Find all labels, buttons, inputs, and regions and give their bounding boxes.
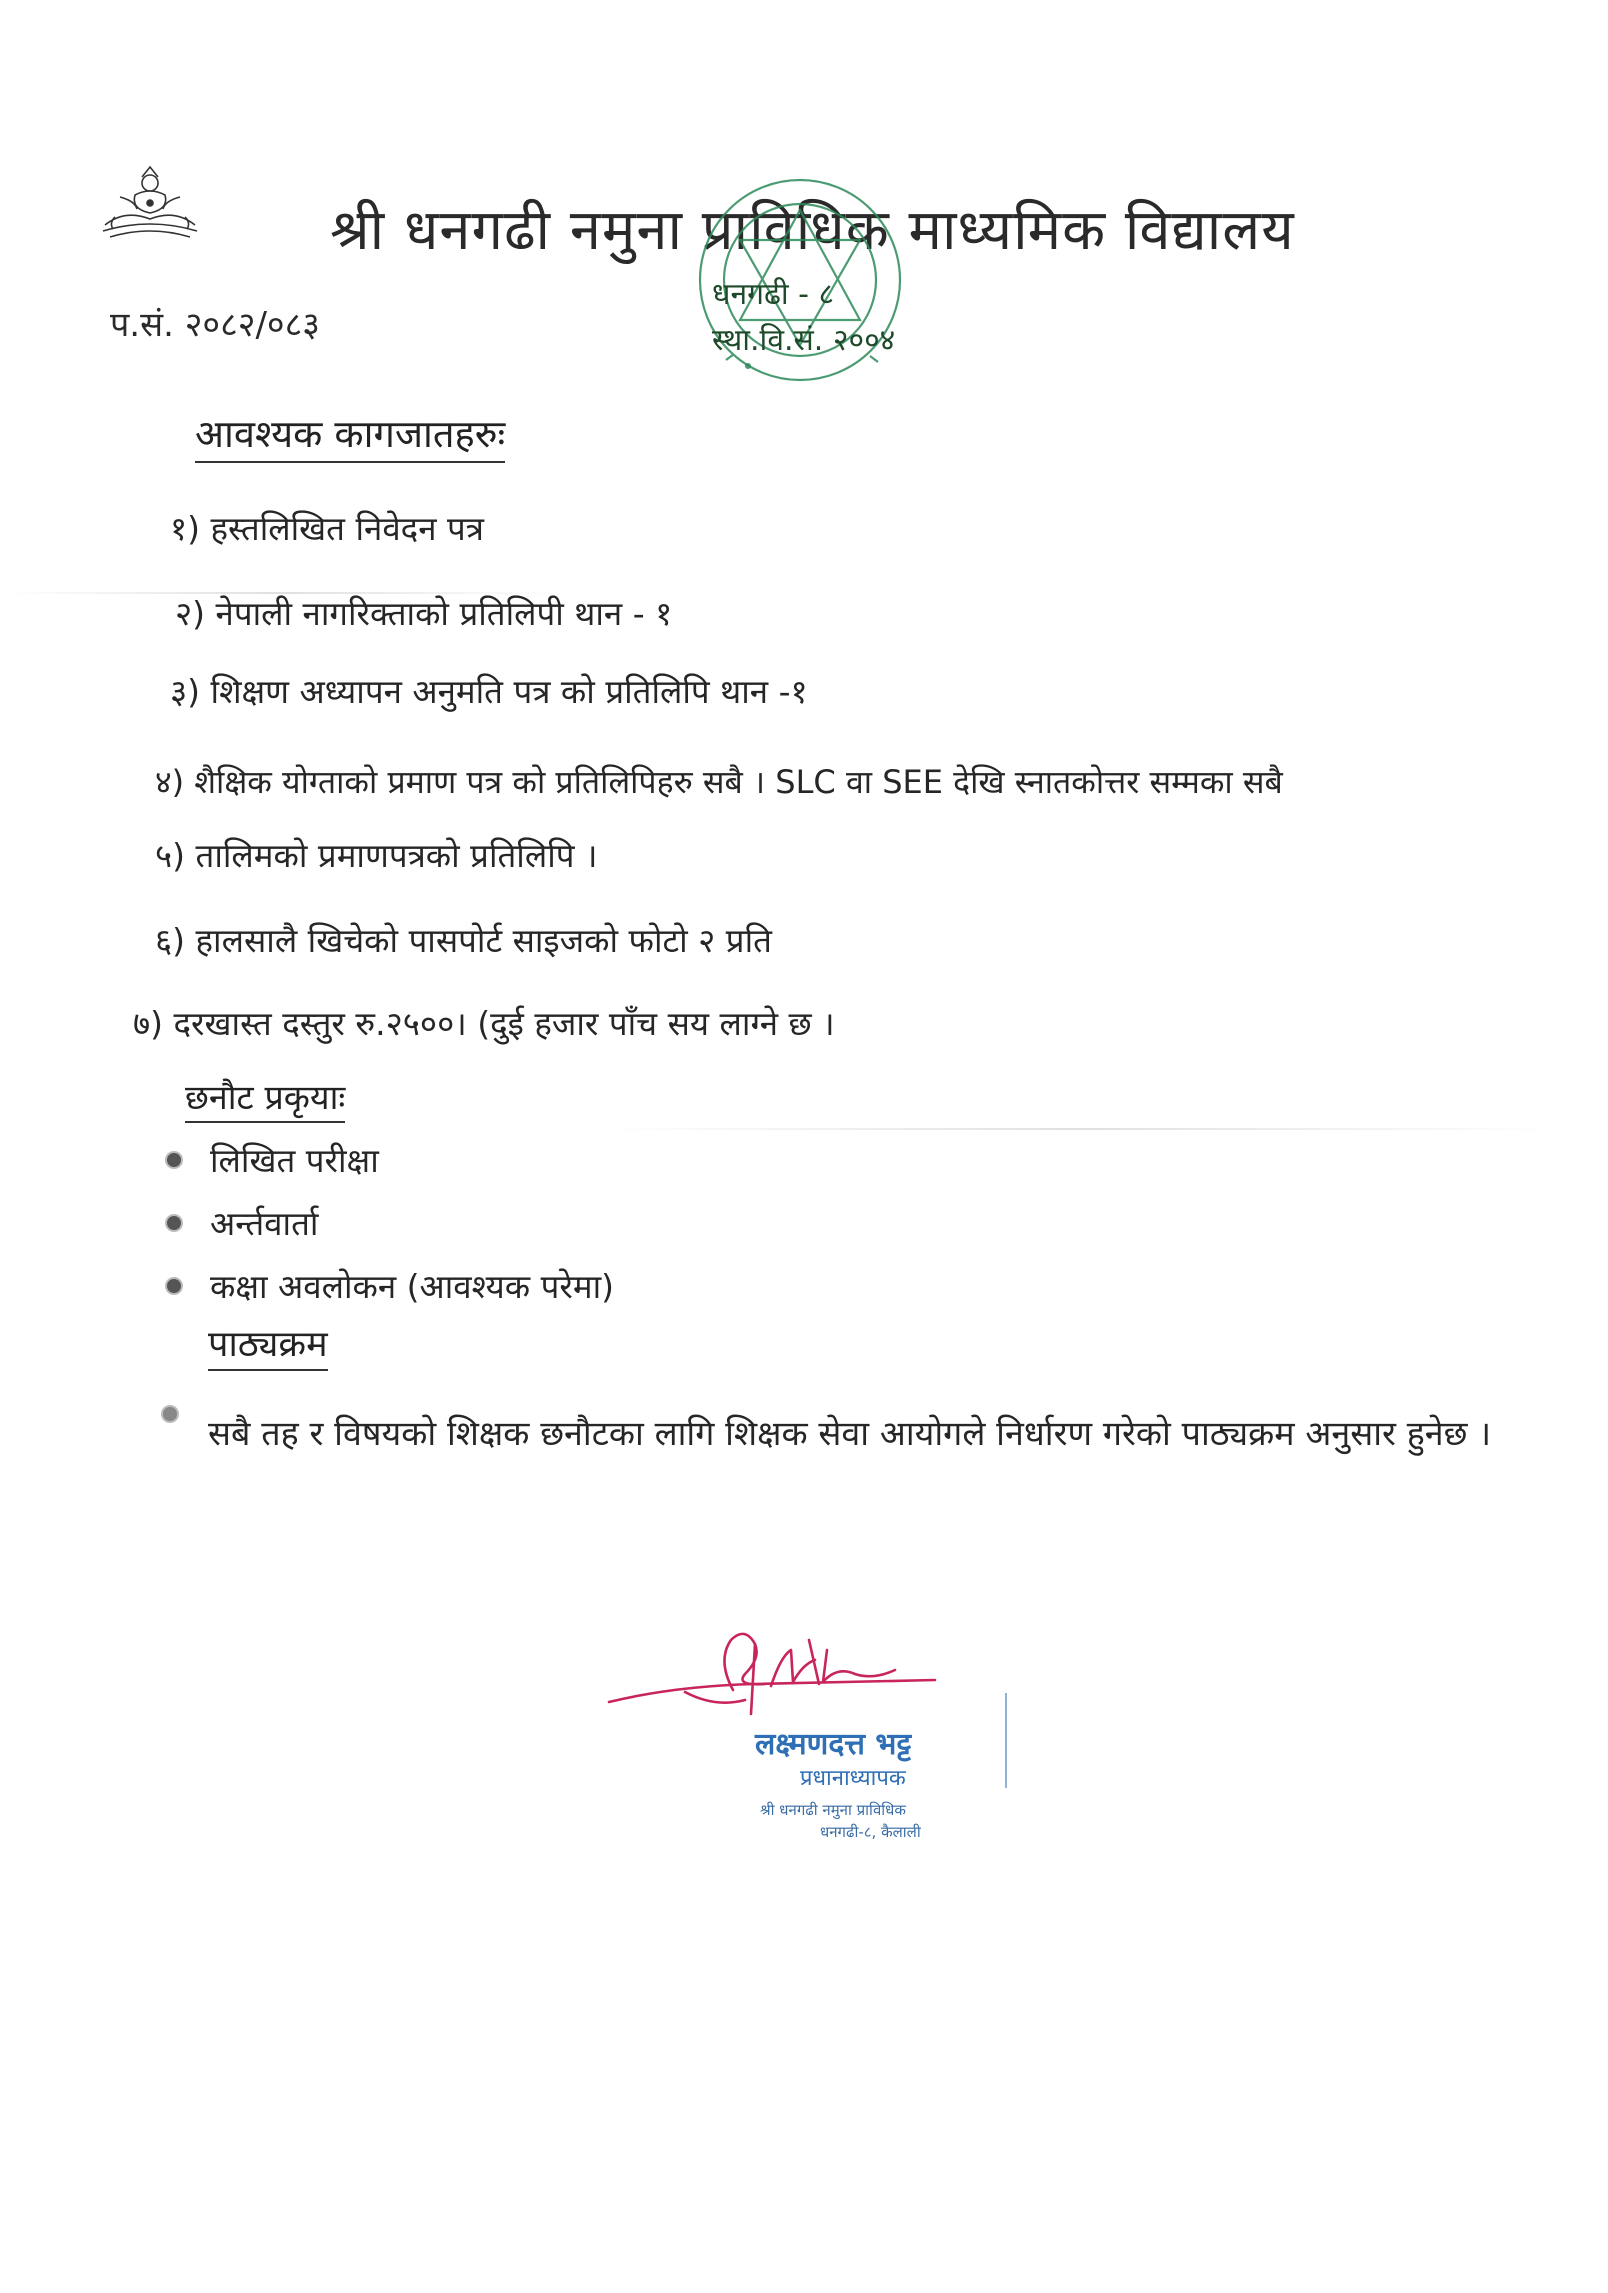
document-item: ७) दरखास्त दस्तुर रु.२५००। (दुई हजार पाँच सय लाग्ने छ । [133,1004,835,1043]
syllabus-text: सबै तह र विषयको शिक्षक छनौटका लागि शिक्षक सेवा आयोगले निर्धारण गरेको पाठ्यक्रम अनुसार हुनेछ । [208,1414,1492,1454]
document-item: ३) शिक्षण अध्यापन अनुमति पत्र को प्रतिलिपि थान -१ [170,672,808,711]
bullet-icon [167,1279,181,1293]
selection-item: लिखित परीक्षा [210,1141,379,1180]
handwritten-signature [605,1620,945,1730]
selection-item: अर्न्तवार्ता [210,1204,319,1243]
stamp-address: धनगढी-८, कैलाली [820,1823,921,1841]
signatory-name: लक्ष्मणदत्त भट्ट [755,1727,912,1762]
school-name: श्री धनगढी नमुना प्राविधिक माध्यमिक विद्यालय [330,198,1295,263]
seal-line-2: स्था.वि.सं. २००४ [712,323,896,358]
stamp-school-name: श्री धनगढी नमुना प्राविधिक [760,1801,906,1819]
document-item: ४) शैक्षिक योग्ताको प्रमाण पत्र को प्रतिलिपिहरु सबै । SLC वा SEE देखि स्नातकोत्तर सम्मका सबै [155,763,1283,801]
reference-number: प.सं. २०८२/०८३ [110,305,320,345]
bullet-icon [163,1407,177,1421]
required-documents-heading: आवश्यक कागजातहरुः [195,407,505,463]
document-item: १) हस्तलिखित निवेदन पत्र [170,509,484,548]
document-item: ५) तालिमको प्रमाणपत्रको प्रतिलिपि । [155,836,598,875]
selection-process-heading: छनौट प्रकृयाः [185,1073,345,1123]
stamp-divider [1005,1693,1007,1788]
seal-line-1: धनगढी - ८ [712,277,835,312]
document-item: २) नेपाली नागरिक्ताको प्रतिलिपी थान - १ [175,594,673,633]
document-item: ६) हालसालै खिचेको पासपोर्ट साइजको फोटो २ प्रति [155,921,772,960]
syllabus-heading: पाठ्यक्रम [208,1318,328,1371]
signatory-title: प्रधानाध्यापक [800,1766,906,1791]
selection-item: कक्षा अवलोकन (आवश्यक परेमा) [210,1267,615,1306]
bullet-icon [167,1153,181,1167]
goddess-emblem-icon [95,165,205,245]
bullet-icon [167,1216,181,1230]
